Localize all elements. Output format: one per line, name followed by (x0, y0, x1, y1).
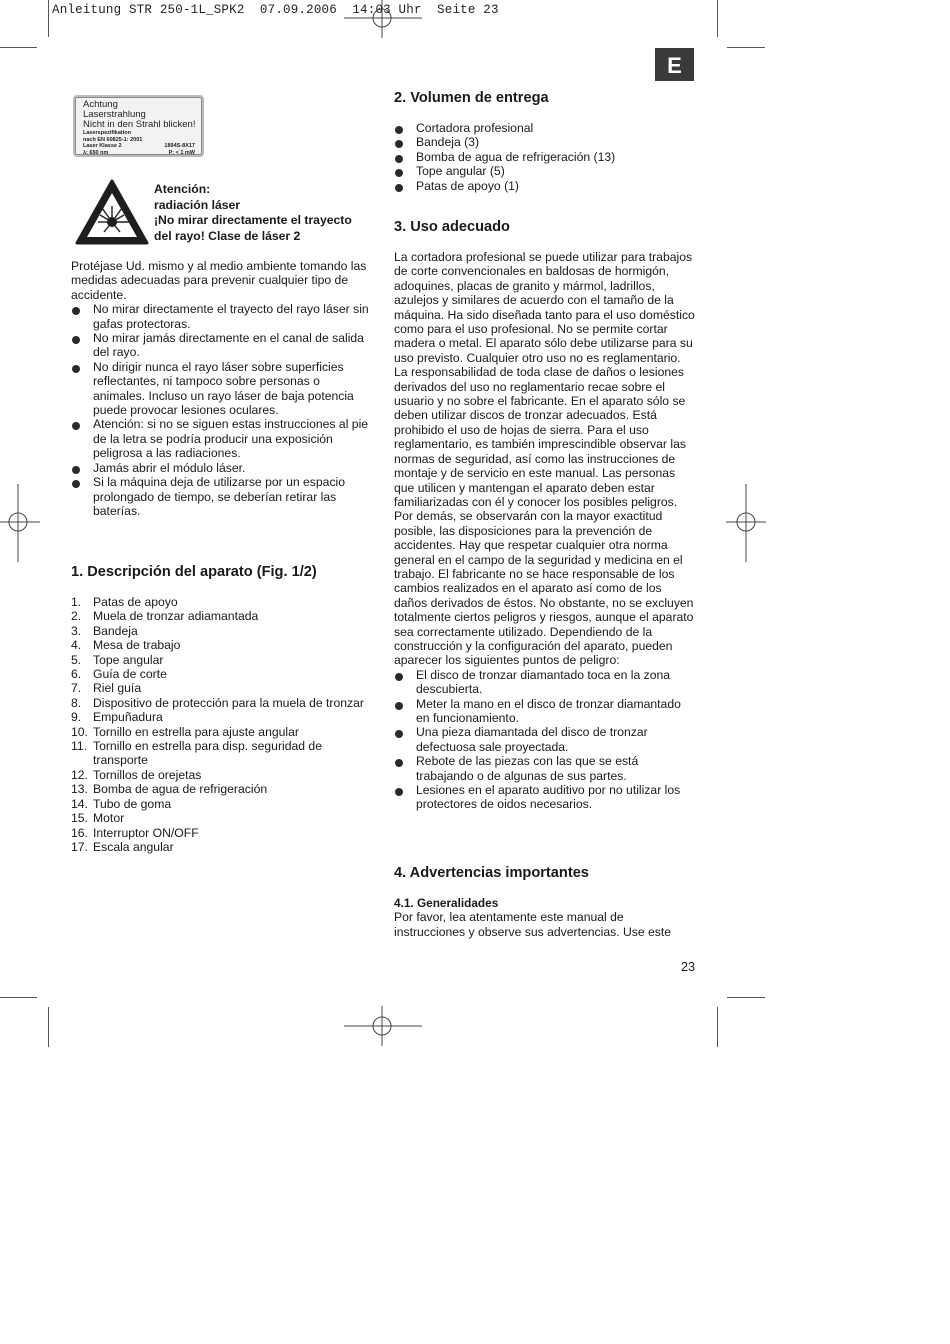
list-item (71, 840, 371, 854)
sticker-line: Nicht in den Strahl blicken! (83, 119, 196, 130)
list-item: Bomba de agua de refrigeración (13) (394, 150, 696, 164)
item-text: Dispositivo de protección para la muela de tronzar (93, 695, 364, 710)
list-item: Rebote de las piezas con las que se está trabajando o de algunas de sus partes. (394, 754, 696, 783)
list-item (71, 768, 371, 782)
crop-mark (717, 0, 718, 37)
item-number: 5. (71, 652, 82, 667)
laser-hazard-icon (74, 178, 150, 246)
list-item: Tope angular (5) (394, 164, 696, 178)
list-item (71, 696, 371, 710)
item-number: 7. (71, 681, 82, 696)
section-3-title: 3. Uso adecuado (394, 219, 510, 235)
item-number: 17. (71, 839, 88, 854)
item-text: Muela de tronzar adiamantada (93, 609, 259, 624)
sticker-row (83, 150, 195, 157)
item-number: 4. (71, 638, 82, 653)
list-item (71, 609, 371, 623)
intro-paragraph: Protéjase Ud. mismo y al medio ambiente tomando las medidas adecuadas para prevenir cualquier tipo de accidente. (71, 259, 367, 302)
registration-mark-icon (726, 484, 766, 562)
warning-line: Atención: (154, 182, 211, 196)
list-item (71, 826, 371, 840)
registration-mark-icon (344, 1006, 422, 1046)
general-paragraph: Por favor, lea atentamente este manual de instrucciones y observe sus advertencias. Use este (394, 910, 672, 939)
laser-warning-sticker (73, 95, 204, 157)
usage-paragraph: La cortadora profesional se puede utilizar para trabajos de corte convencionales en baldosas de hormigón, adoquines, placas de granito y mármol, ladrillos, azulejos y similares de acuerdo con el tamaño de la máquina. Ha sido diseñada tanto para el uso doméstico como para el uso profesional. No se permite cortar madera o metal. El aparato sólo debe utilizarse para su uso previsto. Cualquier otro uso no es reglamentario. La responsabilidad de toda clase de daños o lesiones derivados del uso no reglamentario recae sobre el usuario y no sobre el fabricante. En el aparato sólo se deben utilizar discos de tronzar adecuados. Está prohibido el uso de hojas de sierra. Para el uso reglamentario, es también imprescindible observar las normas de seguridad, así como las instrucciones de montaje y de servicio en este manual. Las personas que utilicen y mantengan el aparato deben estar familiarizadas con él y conocer los posibles peligros. Por demás, se observarán con la mayor exactitud posible, las disposiciones para la prevención de accidentes. Hay que respetar cualquier otra norma general en el campo de la seguridad y medicina en el trabajo. El fabricante no se hace responsable de los cambios realizados en el aparato así como de los daños derivados de éstos. No obstante, no se excluyen totalmente ciertos peligros y riesgos, aunque el aparato sea correctamente utilizado. Dependiendo de la construcción y la configuración del aparato, pueden aparecer los siguientes puntos de peligro: (394, 250, 695, 668)
list-item: No mirar directamente el trayecto del rayo láser sin gafas protectoras. (71, 302, 371, 331)
sticker-line: λ: 650 nm (83, 149, 109, 156)
warning-line: ¡No mirar directamente el trayecto del rayo! Clase de láser 2 (154, 213, 352, 243)
item-text: Mesa de trabajo (93, 638, 181, 653)
sticker-line: 1894S-8X17 (164, 143, 195, 149)
page-number: 23 (681, 960, 695, 974)
item-number: 13. (71, 782, 88, 797)
subsection-title: 4.1. Generalidades (394, 896, 499, 910)
list-item: Jamás abrir el módulo láser. (71, 461, 371, 475)
item-number: 12. (71, 767, 88, 782)
item-text: Tubo de goma (93, 796, 172, 811)
item-number: 15. (71, 811, 88, 826)
list-item: El disco de tronzar diamantado toca en la zona descubierta. (394, 668, 696, 697)
safety-bullet-list (71, 302, 371, 518)
section-4-body (394, 896, 696, 939)
list-item (71, 624, 371, 638)
section-2-title: 2. Volumen de entrega (394, 90, 549, 106)
list-item (71, 667, 371, 681)
item-text: Bandeja (93, 623, 138, 638)
list-item (71, 725, 371, 739)
list-item (71, 595, 371, 609)
language-tab: E (655, 48, 694, 81)
component-list (71, 595, 371, 854)
list-item: No mirar jamás directamente en el canal de salida del rayo. (71, 331, 371, 360)
item-number: 6. (71, 667, 82, 682)
list-item: Lesiones en el aparato auditivo por no utilizar los protectores de oidos necesarios. (394, 783, 696, 812)
item-number: 1. (71, 595, 82, 609)
warning-line: radiación láser (154, 197, 241, 212)
item-text: Bomba de agua de refrigeración (93, 782, 268, 797)
item-text: Interruptor ON/OFF (93, 825, 199, 840)
item-number: 16. (71, 825, 88, 840)
list-item (71, 681, 371, 695)
item-text: Tope angular (93, 652, 164, 667)
item-text: Riel guía (93, 681, 142, 696)
sticker-line: nach EN 60825-1: 2001 (83, 136, 143, 143)
item-text: Escala angular (93, 839, 174, 854)
sticker-line: Laserspezifikation (83, 130, 131, 136)
list-item: Bandeja (3) (394, 135, 696, 149)
section-3-body (394, 250, 696, 812)
item-text: Tornillos de orejetas (93, 767, 202, 782)
crop-mark (0, 47, 37, 48)
list-item: Cortadora profesional (394, 121, 696, 135)
item-number: 3. (71, 623, 82, 638)
list-item: No dirigir nunca el rayo láser sobre superficies reflectantes, ni tampoco sobre personas o animales. Incluso un rayo láser de baja potencia puede provocar lesiones oculares. (71, 360, 371, 418)
crop-mark (0, 997, 37, 998)
list-item: Meter la mano en el disco de tronzar diamantado en funcionamiento. (394, 697, 696, 726)
list-item (71, 653, 371, 667)
list-item: Una pieza diamantada del disco de tronzar defectuosa sale proyectada. (394, 725, 696, 754)
list-item (71, 710, 371, 724)
crop-mark (727, 47, 765, 48)
crop-mark (48, 1007, 49, 1047)
item-text: Tornillo en estrella para disp. seguridad de transporte (93, 739, 322, 768)
item-text: Patas de apoyo (93, 595, 178, 609)
sticker-line: P: < 1 mW (168, 149, 195, 156)
safety-block (71, 259, 371, 518)
item-text: Motor (93, 811, 125, 826)
item-text: Guía de corte (93, 667, 167, 682)
list-item (71, 797, 371, 811)
section-1-title: 1. Descripción del aparato (Fig. 1/2) (71, 564, 317, 580)
item-number: 8. (71, 695, 82, 710)
list-item (71, 782, 371, 796)
item-number: 11. (71, 739, 88, 754)
sticker-line: Laserstrahlung (83, 109, 146, 120)
list-item (71, 638, 371, 652)
crop-mark (717, 1007, 718, 1047)
sticker-line: Achtung (83, 99, 118, 110)
crop-mark (727, 997, 765, 998)
registration-mark-icon (0, 484, 40, 562)
sticker-line: Laser Klasse 2 (83, 143, 122, 149)
item-number: 14. (71, 796, 88, 811)
crop-mark (48, 0, 49, 37)
item-number: 9. (71, 710, 82, 725)
item-number: 2. (71, 609, 82, 624)
list-item: Si la máquina deja de utilizarse por un espacio prolongado de tiempo, se deberían retirar las baterías. (71, 475, 371, 518)
item-number: 10. (71, 724, 88, 739)
list-item (71, 739, 371, 768)
item-text: Empuñadura (93, 710, 163, 725)
print-header: Anleitung STR 250-1L_SPK2 07.09.2006 14:03 Uhr Seite 23 (52, 3, 499, 17)
item-text: Tornillo en estrella para ajuste angular (93, 724, 299, 739)
list-item (71, 811, 371, 825)
list-item: Atención: si no se siguen estas instrucciones al pie de la letra se podría producir una exposición peligrosa a las radiaciones. (71, 417, 371, 460)
section-4-title: 4. Advertencias importantes (394, 865, 589, 881)
laser-warning-text (154, 182, 369, 244)
delivery-list (394, 121, 696, 193)
hazard-bullet-list (394, 668, 696, 812)
list-item: Patas de apoyo (1) (394, 179, 696, 193)
